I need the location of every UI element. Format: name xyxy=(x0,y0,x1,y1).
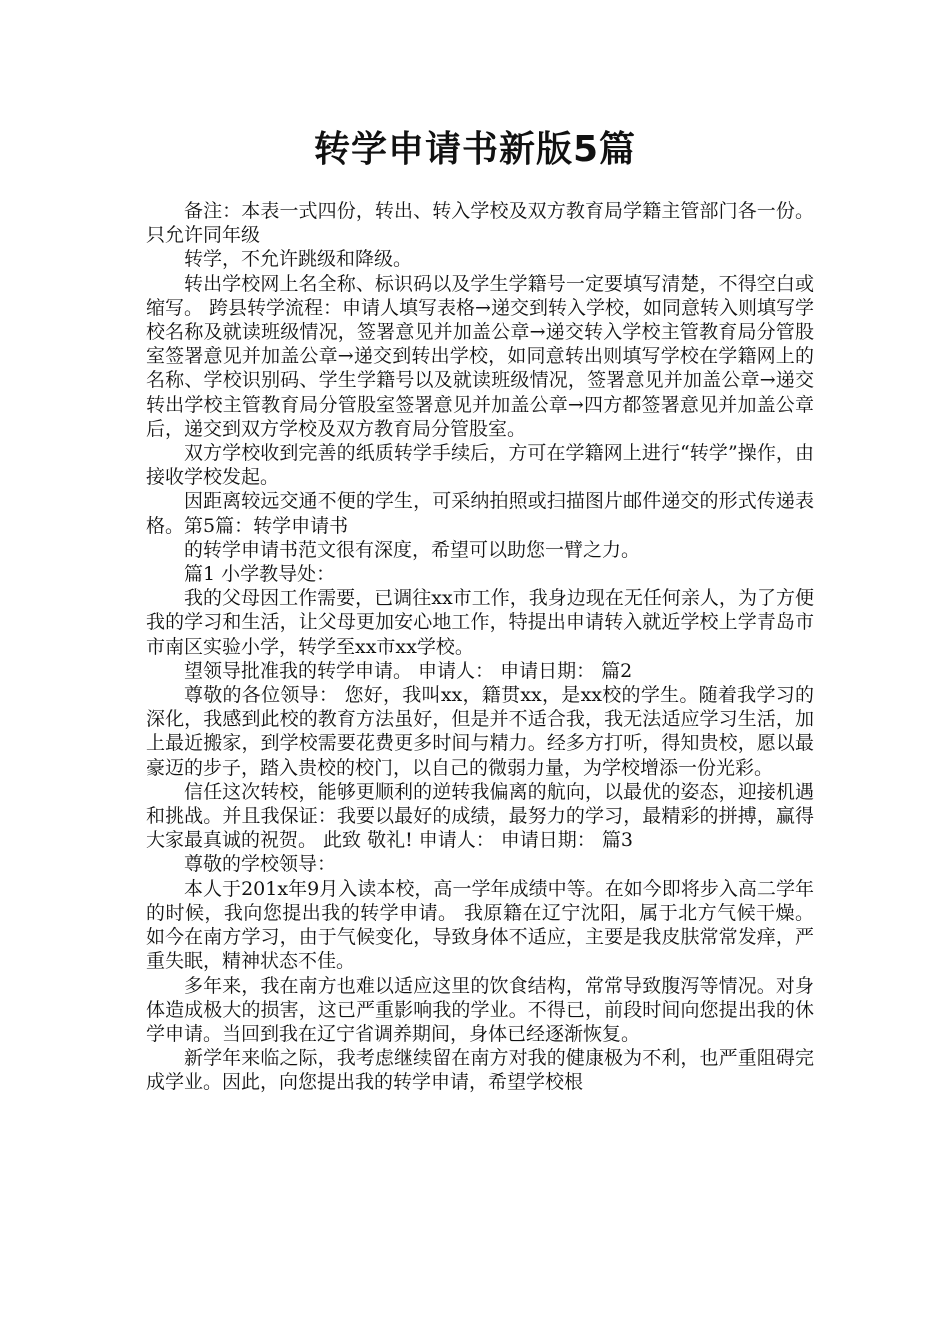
paragraph: 信任这次转校，能够更顺利的逆转我偏离的航向，以最优的姿态，迎接机遇和挑战。并且我保证：我要以最好的成绩，最努力的学习，最精彩的拼搏，赢得大家最真诚的祝贺。 此致 敬礼! 申请人： 申请日期： 篇3 xyxy=(146,780,814,852)
paragraph: 因距离较远交通不便的学生，可采纳拍照或扫描图片邮件递交的形式传递表格。第5篇：转学申请书 xyxy=(146,490,814,537)
paragraph: 的转学申请书范文很有深度，希望可以助您一臂之力。 xyxy=(184,538,641,561)
document-title: 转学申请书新版5篇 xyxy=(313,129,637,170)
paragraph: 新学年来临之际，我考虑继续留在南方对我的健康极为不利，也严重阻碍完成学业。因此，向您提出我的转学申请，希望学校根 xyxy=(146,1047,814,1094)
paragraph: 尊敬的学校领导： xyxy=(184,853,337,876)
paragraph: 本人于201x年9月入读本校，高一学年成绩中等。在如今即将步入高二学年的时候，我向您提出我的转学申请。 我原籍在辽宁沈阳，属于北方气候干燥。如今在南方学习，由于气候变化，导致身体不适应，主要是我皮肤常常发痒，严重失眠，精神状态不佳。 xyxy=(146,877,814,973)
document-body xyxy=(146,199,814,1095)
paragraph: 望领导批准我的转学申请。 申请人： 申请日期： 篇2 xyxy=(184,659,633,682)
paragraph: 备注：本表一式四份，转出、转入学校及双方教育局学籍主管部门各一份。只允许同年级 xyxy=(146,200,814,247)
paragraph: 双方学校收到完善的纸质转学手续后，方可在学籍网上进行“转学”操作，由接收学校发起。 xyxy=(146,442,814,489)
paragraph: 转出学校网上名全称、标识码以及学生学籍号一定要填写清楚，不得空白或缩写。 跨县转学流程：申请人填写表格→递交到转入学校，如同意转入则填写学校名称及就读班级情况，签署意见并加盖公章→递交转入学校主管教育局分管股室签署意见并加盖公章→递交到转出学校，如同意转出则填写学校在学籍网上的名称、学校识别码、学生学籍号以及就读班级情况，签署意见并加盖公章→递交转出学校主管教育局分管股室签署意见并加盖公章→四方都签署意见并加盖公章后，递交到双方学校及双方教育局分管股室。 xyxy=(146,272,814,440)
paragraph: 尊敬的各位领导： 您好，我叫xx，籍贯xx，是xx校的学生。随着我学习的深化，我感到此校的教育方法虽好，但是并不适合我，我无法适应学习生活，加上最近搬家，到学校需要花费更多时间与精力。经多方打听，得知贵校，愿以最豪迈的步子，踏入贵校的校门，以自己的微弱力量，为学校增添一份光彩。 xyxy=(146,684,814,779)
paragraph: 多年来，我在南方也难以适应这里的饮食结构，常常导致腹泻等情况。对身体造成极大的损害，这已严重影响我的学业。不得已，前段时间向您提出我的休学申请。当回到我在辽宁省调养期间，身体已经逐渐恢复。 xyxy=(146,974,814,1045)
paragraph: 篇1 小学教导处： xyxy=(184,563,336,586)
paragraph: 我的父母因工作需要，已调往xx市工作，我身边现在无任何亲人，为了方便我的学习和生活，让父母更加安心地工作，特提出申请转入就近学校上学青岛市市南区实验小学，转学至xx市xx学校。 xyxy=(146,587,814,658)
paragraph: 转学，不允许跳级和降级。 xyxy=(184,248,413,271)
